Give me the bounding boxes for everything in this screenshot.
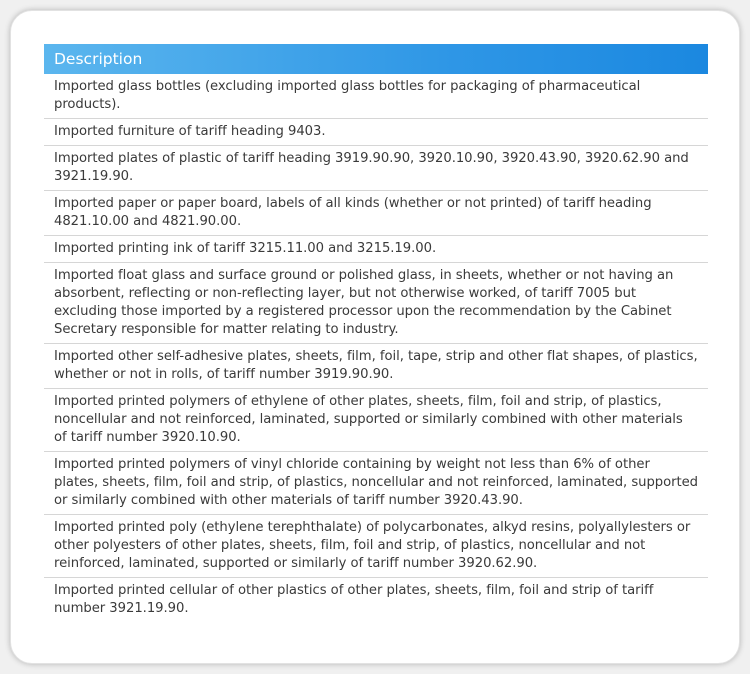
table-row: Imported printed polymers of vinyl chloride containing by weight not less than 6% of other plates, sheets, film, foil and strip, of plastics, noncellular and not reinforced, laminated, supported or similarly combined with other materials of tariff number 3920.43.90. bbox=[44, 452, 708, 515]
table-row: Imported printed poly (ethylene terephthalate) of polycarbonates, alkyd resins, polyallylesters or other polyesters of other plates, sheets, film, foil and strip, of plastics, noncellular and not reinforced, laminated, supported or similarly of tariff number 3920.62.90. bbox=[44, 515, 708, 578]
content-card bbox=[10, 10, 740, 664]
table-header: Description bbox=[44, 44, 708, 74]
table-row: Imported printed polymers of ethylene of other plates, sheets, film, foil and strip, of plastics, noncellular and not reinforced, laminated, supported or similarly combined with other materials of tariff number 3920.10.90. bbox=[44, 389, 708, 452]
table-row: Imported other self-adhesive plates, sheets, film, foil, tape, strip and other flat shapes, of plastics, whether or not in rolls, of tariff number 3919.90.90. bbox=[44, 344, 708, 389]
table-row: Imported plates of plastic of tariff heading 3919.90.90, 3920.10.90, 3920.43.90, 3920.62.90 and 3921.19.90. bbox=[44, 146, 708, 191]
table-row: Imported printing ink of tariff 3215.11.00 and 3215.19.00. bbox=[44, 236, 708, 263]
table-row: Imported printed cellular of other plastics of other plates, sheets, film, foil and strip of tariff number 3921.19.90. bbox=[54, 583, 654, 616]
description-table bbox=[44, 44, 708, 622]
table-row: Imported paper or paper board, labels of all kinds (whether or not printed) of tariff heading 4821.10.00 and 4821.90.00. bbox=[44, 191, 708, 236]
table-row: Imported float glass and surface ground or polished glass, in sheets, whether or not having an absorbent, reflecting or non-reflecting layer, but not otherwise worked, of tariff 7005 but excluding those imported by a registered processor upon the recommendation by the Cabinet Secretary responsible for matter relating to industry. bbox=[44, 263, 708, 344]
table-row: Imported furniture of tariff heading 9403. bbox=[44, 119, 708, 146]
table-row: Imported glass bottles (excluding imported glass bottles for packaging of pharmaceutical products). bbox=[44, 74, 708, 119]
